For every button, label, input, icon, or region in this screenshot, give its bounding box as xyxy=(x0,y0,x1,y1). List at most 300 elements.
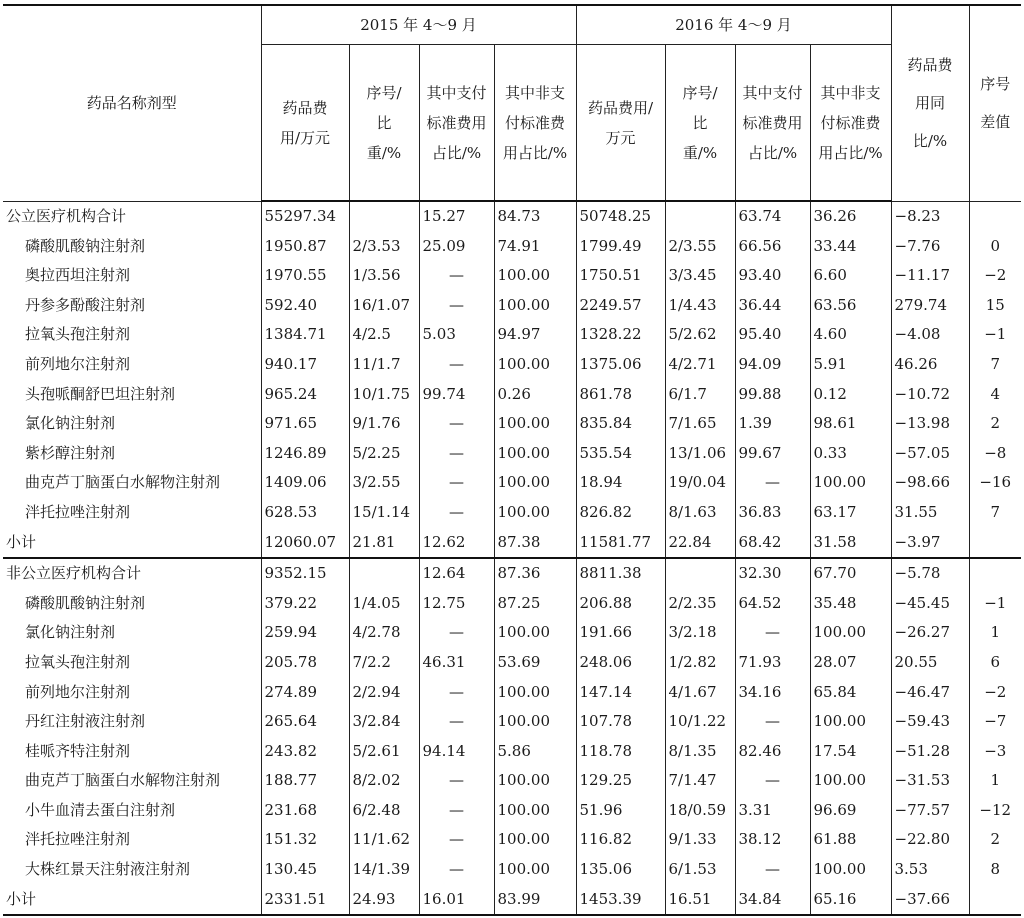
cell-cost-2015: 1950.87 xyxy=(261,232,349,262)
cell-rank-2015: 24.93 xyxy=(349,885,419,916)
cell-rank-diff: −1 xyxy=(969,320,1021,350)
cell-rank-2016: 22.84 xyxy=(665,528,735,559)
cell-nonstd-pay-2016: 63.17 xyxy=(810,498,891,528)
cell-yoy: −51.28 xyxy=(891,737,969,767)
cell-rank-2015: 5/2.25 xyxy=(349,439,419,469)
cell-std-pay-2015: 12.62 xyxy=(419,528,494,559)
cell-rank-2016: 1/4.43 xyxy=(665,291,735,321)
cell-std-pay-2016: 99.67 xyxy=(735,439,810,469)
cell-rank-diff: −8 xyxy=(969,439,1021,469)
cell-nonstd-pay-2016: 100.00 xyxy=(810,766,891,796)
cell-nonstd-pay-2016: 0.33 xyxy=(810,439,891,469)
cell-nonstd-pay-2015: 100.00 xyxy=(494,707,576,737)
cell-drug-name: 头孢哌酮舒巴坦注射剂 xyxy=(25,384,176,403)
header-rank-diff: 序号差值 xyxy=(969,5,1021,201)
cell-cost-2016: 147.14 xyxy=(576,678,665,708)
cell-nonstd-pay-2016: 98.61 xyxy=(810,409,891,439)
table-row xyxy=(3,766,1021,796)
cell-cost-2015: 130.45 xyxy=(261,855,349,885)
cell-rank-2015: 3/2.84 xyxy=(349,707,419,737)
cell-std-pay-2015: 25.09 xyxy=(419,232,494,262)
cell-rank-2015: 2/3.53 xyxy=(349,232,419,262)
cell-rank-diff: 8 xyxy=(969,855,1021,885)
cell-rank-2015: 6/2.48 xyxy=(349,796,419,826)
cell-std-pay-2015: — xyxy=(419,855,494,885)
cell-cost-2015: 259.94 xyxy=(261,618,349,648)
cell-rank-2015: 1/4.05 xyxy=(349,589,419,619)
cell-std-pay-2016: 93.40 xyxy=(735,261,810,291)
cell-std-pay-2015: — xyxy=(419,766,494,796)
cell-rank-2016 xyxy=(665,201,735,232)
header-std-pay-2015: 其中支付标准费用占比/% xyxy=(419,45,494,202)
cell-nonstd-pay-2015: 100.00 xyxy=(494,291,576,321)
cell-cost-2016: 1375.06 xyxy=(576,350,665,380)
cell-rank-diff: 1 xyxy=(969,766,1021,796)
cell-std-pay-2016: 94.09 xyxy=(735,350,810,380)
table-row xyxy=(3,439,1021,469)
cell-cost-2016: 2249.57 xyxy=(576,291,665,321)
cell-rank-2016: 7/1.65 xyxy=(665,409,735,439)
cell-drug-name: 紫杉醇注射剂 xyxy=(25,443,116,462)
cell-cost-2016: 191.66 xyxy=(576,618,665,648)
cell-rank-diff: 1 xyxy=(969,618,1021,648)
cell-std-pay-2015: — xyxy=(419,498,494,528)
cell-rank-2015: 3/2.55 xyxy=(349,468,419,498)
cell-rank-diff: −16 xyxy=(969,468,1021,498)
cell-std-pay-2016: 34.16 xyxy=(735,678,810,708)
cell-std-pay-2015: 99.74 xyxy=(419,380,494,410)
cell-nonstd-pay-2016: 33.44 xyxy=(810,232,891,262)
cell-yoy: −37.66 xyxy=(891,885,969,916)
cell-drug-name: 前列地尔注射剂 xyxy=(25,682,131,701)
cell-std-pay-2015: 5.03 xyxy=(419,320,494,350)
cell-nonstd-pay-2015: 100.00 xyxy=(494,855,576,885)
cell-std-pay-2016: 3.31 xyxy=(735,796,810,826)
cell-yoy: −10.72 xyxy=(891,380,969,410)
cell-cost-2016: 535.54 xyxy=(576,439,665,469)
table-row xyxy=(3,468,1021,498)
cell-rank-diff xyxy=(969,558,1021,589)
cell-yoy: −11.17 xyxy=(891,261,969,291)
table-row xyxy=(3,380,1021,410)
cell-nonstd-pay-2015: 100.00 xyxy=(494,618,576,648)
cell-cost-2016: 248.06 xyxy=(576,648,665,678)
cell-drug-name: 泮托拉唑注射剂 xyxy=(25,830,131,849)
cell-nonstd-pay-2015: 100.00 xyxy=(494,350,576,380)
cell-rank-2016: 7/1.47 xyxy=(665,766,735,796)
cell-nonstd-pay-2015: 100.00 xyxy=(494,766,576,796)
cell-cost-2015: 971.65 xyxy=(261,409,349,439)
table-row xyxy=(3,796,1021,826)
cell-cost-2016: 206.88 xyxy=(576,589,665,619)
cell-yoy: −8.23 xyxy=(891,201,969,232)
header-period-2016: 2016 年 4～9 月 xyxy=(576,5,891,45)
cell-yoy: −3.97 xyxy=(891,528,969,559)
table-row xyxy=(3,737,1021,767)
table-row xyxy=(3,291,1021,321)
cell-std-pay-2015: — xyxy=(419,468,494,498)
cell-yoy: −59.43 xyxy=(891,707,969,737)
cell-std-pay-2016: 63.74 xyxy=(735,201,810,232)
cell-rank-2016: 5/2.62 xyxy=(665,320,735,350)
cell-drug-name: 磷酸肌酸钠注射剂 xyxy=(25,236,146,255)
table-row-subtotal xyxy=(3,885,1021,916)
cell-rank-2016: 6/1.7 xyxy=(665,380,735,410)
cell-nonstd-pay-2016: 36.26 xyxy=(810,201,891,232)
cell-cost-2015: 188.77 xyxy=(261,766,349,796)
cell-drug-name: 拉氧头孢注射剂 xyxy=(25,325,131,344)
cell-cost-2016: 1750.51 xyxy=(576,261,665,291)
header-drug-name: 药品名称剂型 xyxy=(3,5,261,201)
cell-yoy: −13.98 xyxy=(891,409,969,439)
cell-drug-name: 丹红注射液注射剂 xyxy=(25,712,146,731)
cell-cost-2016: 1328.22 xyxy=(576,320,665,350)
cell-rank-2015: 7/2.2 xyxy=(349,648,419,678)
cell-rank-2015: 5/2.61 xyxy=(349,737,419,767)
cell-cost-2016: 826.82 xyxy=(576,498,665,528)
cell-rank-2016 xyxy=(665,558,735,589)
cell-cost-2015: 1970.55 xyxy=(261,261,349,291)
cell-yoy: 279.74 xyxy=(891,291,969,321)
cell-std-pay-2015: — xyxy=(419,825,494,855)
cell-yoy: −46.47 xyxy=(891,678,969,708)
table-row xyxy=(3,707,1021,737)
cell-nonstd-pay-2016: 100.00 xyxy=(810,468,891,498)
cell-nonstd-pay-2016: 6.60 xyxy=(810,261,891,291)
cell-std-pay-2015: 12.75 xyxy=(419,589,494,619)
cell-std-pay-2016: 71.93 xyxy=(735,648,810,678)
cell-std-pay-2016: 36.83 xyxy=(735,498,810,528)
cell-rank-2016: 8/1.35 xyxy=(665,737,735,767)
cell-std-pay-2015: — xyxy=(419,291,494,321)
cell-cost-2015: 12060.07 xyxy=(261,528,349,559)
header-period-2015: 2015 年 4～9 月 xyxy=(261,5,576,45)
cell-nonstd-pay-2016: 100.00 xyxy=(810,707,891,737)
cell-std-pay-2015: — xyxy=(419,409,494,439)
table-row xyxy=(3,648,1021,678)
cell-std-pay-2016: 34.84 xyxy=(735,885,810,916)
cell-nonstd-pay-2016: 100.00 xyxy=(810,618,891,648)
header-nonstd-pay-2015: 其中非支付标准费用占比/% xyxy=(494,45,576,202)
cell-cost-2015: 940.17 xyxy=(261,350,349,380)
cell-cost-2016: 11581.77 xyxy=(576,528,665,559)
cell-cost-2016: 861.78 xyxy=(576,380,665,410)
cell-cost-2016: 50748.25 xyxy=(576,201,665,232)
cell-std-pay-2016: 36.44 xyxy=(735,291,810,321)
cell-rank-2016: 1/2.82 xyxy=(665,648,735,678)
table-row-total xyxy=(3,201,1021,232)
cell-nonstd-pay-2015: 83.99 xyxy=(494,885,576,916)
cell-drug-name: 奥拉西坦注射剂 xyxy=(25,266,131,285)
cell-rank-2016: 2/3.55 xyxy=(665,232,735,262)
header-nonstd-pay-2016: 其中非支付标准费用占比/% xyxy=(810,45,891,202)
cell-rank-diff: −3 xyxy=(969,737,1021,767)
cell-std-pay-2016: 82.46 xyxy=(735,737,810,767)
cell-cost-2016: 8811.38 xyxy=(576,558,665,589)
cell-rank-2015: 11/1.7 xyxy=(349,350,419,380)
cell-rank-diff: −2 xyxy=(969,678,1021,708)
drug-cost-table-container xyxy=(3,4,1021,916)
cell-rank-2015: 9/1.76 xyxy=(349,409,419,439)
cell-drug-name: 氯化钠注射剂 xyxy=(25,414,116,433)
cell-cost-2016: 116.82 xyxy=(576,825,665,855)
header-cost-2016: 药品费用/万元 xyxy=(576,45,665,202)
table-row xyxy=(3,350,1021,380)
cell-yoy: −7.76 xyxy=(891,232,969,262)
cell-rank-diff: −1 xyxy=(969,589,1021,619)
cell-std-pay-2015: — xyxy=(419,439,494,469)
cell-drug-name: 曲克芦丁脑蛋白水解物注射剂 xyxy=(25,771,221,790)
cell-std-pay-2015: — xyxy=(419,678,494,708)
cell-rank-2016: 9/1.33 xyxy=(665,825,735,855)
cell-yoy: −45.45 xyxy=(891,589,969,619)
cell-nonstd-pay-2016: 17.54 xyxy=(810,737,891,767)
cell-drug-name: 丹参多酚酸注射剂 xyxy=(25,295,146,314)
cell-nonstd-pay-2015: 100.00 xyxy=(494,409,576,439)
cell-rank-2015: 1/3.56 xyxy=(349,261,419,291)
table-row xyxy=(3,825,1021,855)
cell-nonstd-pay-2016: 0.12 xyxy=(810,380,891,410)
cell-std-pay-2016: 99.88 xyxy=(735,380,810,410)
cell-rank-2015 xyxy=(349,558,419,589)
cell-nonstd-pay-2015: 94.97 xyxy=(494,320,576,350)
cell-std-pay-2016: 64.52 xyxy=(735,589,810,619)
cell-yoy: −57.05 xyxy=(891,439,969,469)
cell-rank-2016: 13/1.06 xyxy=(665,439,735,469)
table-body xyxy=(3,201,1021,915)
cell-std-pay-2015: 94.14 xyxy=(419,737,494,767)
cell-std-pay-2015: — xyxy=(419,707,494,737)
cell-rank-2015 xyxy=(349,201,419,232)
cell-cost-2015: 1384.71 xyxy=(261,320,349,350)
cell-std-pay-2016: 95.40 xyxy=(735,320,810,350)
cell-rank-diff: 7 xyxy=(969,350,1021,380)
cell-rank-2016: 3/3.45 xyxy=(665,261,735,291)
cell-std-pay-2016: 66.56 xyxy=(735,232,810,262)
cell-rank-2015: 2/2.94 xyxy=(349,678,419,708)
cell-rank-2016: 6/1.53 xyxy=(665,855,735,885)
cell-cost-2016: 135.06 xyxy=(576,855,665,885)
cell-rank-2016: 10/1.22 xyxy=(665,707,735,737)
table-row xyxy=(3,589,1021,619)
cell-rank-diff: −12 xyxy=(969,796,1021,826)
cell-drug-name: 前列地尔注射剂 xyxy=(25,354,131,373)
cell-nonstd-pay-2015: 100.00 xyxy=(494,468,576,498)
cell-yoy: 31.55 xyxy=(891,498,969,528)
cell-rank-diff: 2 xyxy=(969,409,1021,439)
cell-drug-name: 公立医疗机构合计 xyxy=(6,206,127,225)
cell-nonstd-pay-2015: 84.73 xyxy=(494,201,576,232)
cell-nonstd-pay-2015: 0.26 xyxy=(494,380,576,410)
header-rank-2016: 序号/比重/% xyxy=(665,45,735,202)
cell-nonstd-pay-2015: 100.00 xyxy=(494,825,576,855)
cell-yoy: −31.53 xyxy=(891,766,969,796)
cell-nonstd-pay-2015: 74.91 xyxy=(494,232,576,262)
cell-nonstd-pay-2016: 63.56 xyxy=(810,291,891,321)
cell-yoy: −5.78 xyxy=(891,558,969,589)
cell-nonstd-pay-2016: 67.70 xyxy=(810,558,891,589)
cell-std-pay-2015: — xyxy=(419,350,494,380)
cell-std-pay-2016: — xyxy=(735,855,810,885)
cell-std-pay-2015: 12.64 xyxy=(419,558,494,589)
cell-cost-2015: 274.89 xyxy=(261,678,349,708)
drug-cost-table xyxy=(3,4,1021,916)
cell-cost-2015: 205.78 xyxy=(261,648,349,678)
cell-yoy: −4.08 xyxy=(891,320,969,350)
table-row xyxy=(3,678,1021,708)
cell-cost-2015: 9352.15 xyxy=(261,558,349,589)
cell-cost-2016: 51.96 xyxy=(576,796,665,826)
cell-nonstd-pay-2016: 61.88 xyxy=(810,825,891,855)
cell-rank-2016: 19/0.04 xyxy=(665,468,735,498)
cell-cost-2015: 243.82 xyxy=(261,737,349,767)
cell-std-pay-2016: 32.30 xyxy=(735,558,810,589)
cell-nonstd-pay-2015: 100.00 xyxy=(494,678,576,708)
cell-cost-2016: 1453.39 xyxy=(576,885,665,916)
table-row xyxy=(3,498,1021,528)
cell-yoy: 3.53 xyxy=(891,855,969,885)
cell-nonstd-pay-2015: 53.69 xyxy=(494,648,576,678)
cell-cost-2015: 592.40 xyxy=(261,291,349,321)
cell-nonstd-pay-2015: 87.38 xyxy=(494,528,576,559)
cell-drug-name: 非公立医疗机构合计 xyxy=(3,558,261,589)
table-row xyxy=(3,618,1021,648)
table-row xyxy=(3,232,1021,262)
cell-rank-2015: 14/1.39 xyxy=(349,855,419,885)
cell-rank-2015: 15/1.14 xyxy=(349,498,419,528)
cell-yoy: −77.57 xyxy=(891,796,969,826)
cell-nonstd-pay-2015: 87.36 xyxy=(494,558,576,589)
cell-nonstd-pay-2016: 4.60 xyxy=(810,320,891,350)
cell-std-pay-2016: 68.42 xyxy=(735,528,810,559)
cell-yoy: −22.80 xyxy=(891,825,969,855)
cell-drug-name: 泮托拉唑注射剂 xyxy=(25,502,131,521)
cell-drug-name: 小计 xyxy=(6,532,37,551)
cell-cost-2015: 2331.51 xyxy=(261,885,349,916)
cell-rank-diff xyxy=(969,201,1021,232)
table-row xyxy=(3,409,1021,439)
cell-nonstd-pay-2016: 65.84 xyxy=(810,678,891,708)
cell-cost-2015: 628.53 xyxy=(261,498,349,528)
cell-drug-name: 曲克芦丁脑蛋白水解物注射剂 xyxy=(25,473,221,492)
cell-drug-name: 桂哌齐特注射剂 xyxy=(25,741,131,760)
cell-std-pay-2016: — xyxy=(735,707,810,737)
table-row xyxy=(3,855,1021,885)
cell-cost-2015: 965.24 xyxy=(261,380,349,410)
cell-yoy: 46.26 xyxy=(891,350,969,380)
cell-nonstd-pay-2016: 96.69 xyxy=(810,796,891,826)
cell-rank-diff: 0 xyxy=(969,232,1021,262)
cell-std-pay-2015: — xyxy=(419,796,494,826)
cell-rank-2015: 11/1.62 xyxy=(349,825,419,855)
header-yoy: 药品费用同比/% xyxy=(891,5,969,201)
cell-rank-2015: 4/2.78 xyxy=(349,618,419,648)
cell-rank-diff: 15 xyxy=(969,291,1021,321)
cell-nonstd-pay-2015: 87.25 xyxy=(494,589,576,619)
cell-nonstd-pay-2016: 5.91 xyxy=(810,350,891,380)
cell-nonstd-pay-2016: 31.58 xyxy=(810,528,891,559)
cell-rank-2015: 4/2.5 xyxy=(349,320,419,350)
cell-rank-diff: 7 xyxy=(969,498,1021,528)
header-std-pay-2016: 其中支付标准费用占比/% xyxy=(735,45,810,202)
cell-rank-2016: 18/0.59 xyxy=(665,796,735,826)
cell-rank-2016: 4/2.71 xyxy=(665,350,735,380)
cell-std-pay-2016: — xyxy=(735,468,810,498)
cell-cost-2015: 151.32 xyxy=(261,825,349,855)
cell-cost-2016: 118.78 xyxy=(576,737,665,767)
cell-cost-2015: 1246.89 xyxy=(261,439,349,469)
cell-nonstd-pay-2016: 65.16 xyxy=(810,885,891,916)
cell-rank-2016: 16.51 xyxy=(665,885,735,916)
cell-std-pay-2016: 1.39 xyxy=(735,409,810,439)
header-rank-2015: 序号/比重/% xyxy=(349,45,419,202)
table-row xyxy=(3,320,1021,350)
cell-cost-2016: 129.25 xyxy=(576,766,665,796)
cell-yoy: −26.27 xyxy=(891,618,969,648)
cell-rank-2015: 16/1.07 xyxy=(349,291,419,321)
cell-rank-2015: 8/2.02 xyxy=(349,766,419,796)
cell-drug-name: 大株红景天注射液注射剂 xyxy=(25,860,191,879)
cell-nonstd-pay-2015: 100.00 xyxy=(494,439,576,469)
cell-std-pay-2015: — xyxy=(419,618,494,648)
cell-rank-2015: 10/1.75 xyxy=(349,380,419,410)
cell-cost-2016: 107.78 xyxy=(576,707,665,737)
cell-rank-2016: 3/2.18 xyxy=(665,618,735,648)
table-row-subtotal xyxy=(3,528,1021,559)
cell-rank-2016: 2/2.35 xyxy=(665,589,735,619)
cell-nonstd-pay-2015: 100.00 xyxy=(494,796,576,826)
cell-nonstd-pay-2016: 28.07 xyxy=(810,648,891,678)
cell-cost-2015: 231.68 xyxy=(261,796,349,826)
cell-rank-2016: 8/1.63 xyxy=(665,498,735,528)
table-row-total xyxy=(3,558,1021,589)
cell-cost-2015: 1409.06 xyxy=(261,468,349,498)
cell-drug-name: 氯化钠注射剂 xyxy=(25,623,116,642)
cell-std-pay-2016: — xyxy=(735,766,810,796)
cell-std-pay-2016: 38.12 xyxy=(735,825,810,855)
cell-rank-diff: 2 xyxy=(969,825,1021,855)
cell-rank-diff: 4 xyxy=(969,380,1021,410)
cell-cost-2015: 379.22 xyxy=(261,589,349,619)
cell-cost-2016: 1799.49 xyxy=(576,232,665,262)
cell-std-pay-2015: 16.01 xyxy=(419,885,494,916)
cell-std-pay-2015: 15.27 xyxy=(419,201,494,232)
cell-rank-diff: 6 xyxy=(969,648,1021,678)
cell-drug-name: 磷酸肌酸钠注射剂 xyxy=(25,593,146,612)
cell-std-pay-2016: — xyxy=(735,618,810,648)
cell-drug-name: 拉氧头孢注射剂 xyxy=(25,652,131,671)
cell-nonstd-pay-2016: 35.48 xyxy=(810,589,891,619)
cell-rank-diff xyxy=(969,528,1021,559)
cell-cost-2015: 55297.34 xyxy=(261,201,349,232)
cell-yoy: 20.55 xyxy=(891,648,969,678)
cell-nonstd-pay-2015: 5.86 xyxy=(494,737,576,767)
cell-nonstd-pay-2016: 100.00 xyxy=(810,855,891,885)
cell-nonstd-pay-2015: 100.00 xyxy=(494,261,576,291)
cell-drug-name: 小计 xyxy=(3,885,261,916)
cell-rank-2016: 4/1.67 xyxy=(665,678,735,708)
cell-rank-2015: 21.81 xyxy=(349,528,419,559)
cell-drug-name: 小牛血清去蛋白注射剂 xyxy=(25,800,176,819)
cell-nonstd-pay-2015: 100.00 xyxy=(494,498,576,528)
cell-cost-2015: 265.64 xyxy=(261,707,349,737)
table-row xyxy=(3,261,1021,291)
cell-std-pay-2015: — xyxy=(419,261,494,291)
cell-rank-diff: −2 xyxy=(969,261,1021,291)
cell-cost-2016: 835.84 xyxy=(576,409,665,439)
cell-cost-2016: 18.94 xyxy=(576,468,665,498)
cell-rank-diff: −7 xyxy=(969,707,1021,737)
